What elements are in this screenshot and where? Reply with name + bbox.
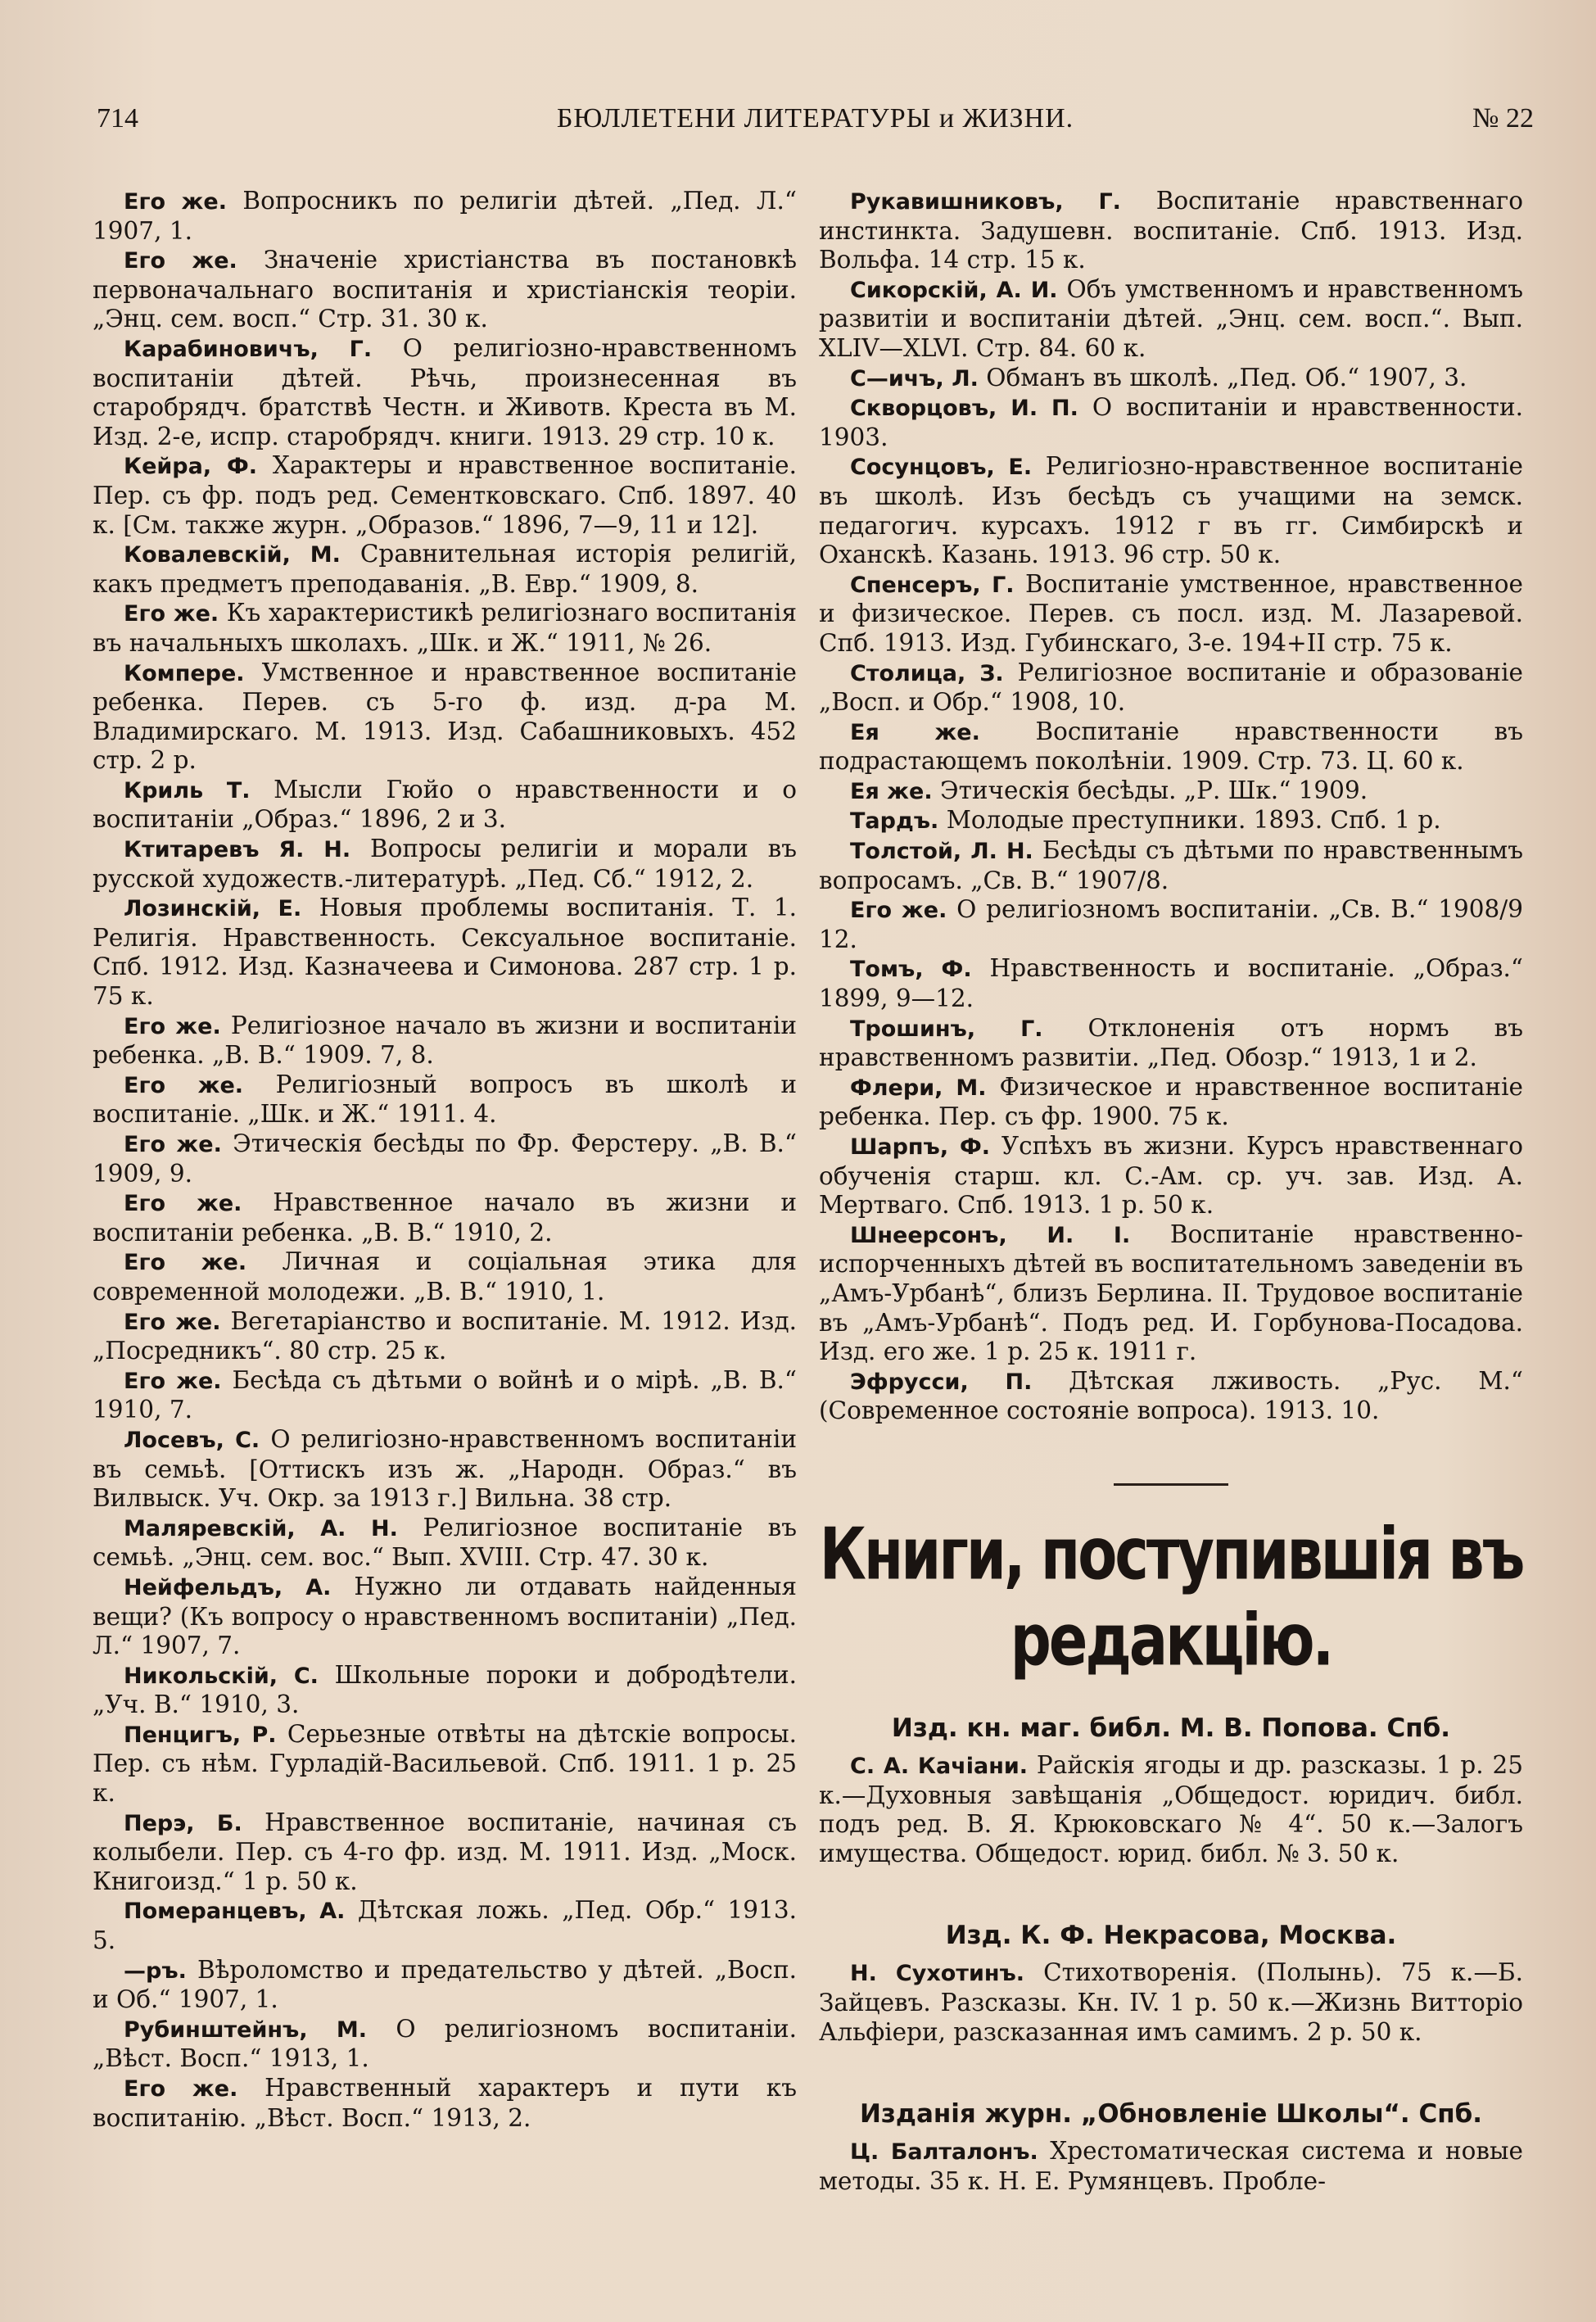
entry-text: О религіозномъ воспитаніи. „Вѣст. Восп.“ 1913, 1.	[93, 2014, 797, 2073]
bibliography-entry	[93, 1129, 797, 1188]
entry-author: Ц. Балталонъ.	[850, 2139, 1038, 2166]
bibliography-entry	[93, 1573, 797, 1661]
entry-author: С. А. Качіани.	[850, 1753, 1029, 1779]
bibliography-entry	[819, 895, 1523, 954]
entry-text: Воспитаніе нравственнаго инстинкта. Задушевн. воспитаніе. Спб. 1913. Изд. Вольфа. 14 стр. 15 к.	[819, 187, 1523, 274]
entry-author: Шарпъ, Ф.	[850, 1134, 990, 1160]
entry-author: Томъ, Ф.	[850, 957, 972, 983]
entry-text: Религіозное воспитаніе и образованіе „Восп. и Обр.“ 1908, 10.	[819, 658, 1523, 717]
entry-author: Его же.	[124, 2076, 238, 2102]
entry-text: О воспитаніи и нравственности. 1903.	[819, 393, 1523, 451]
bibliography-entry	[93, 1956, 797, 2015]
bibliography-entry	[93, 1247, 797, 1306]
entry-author: Тардъ.	[850, 808, 939, 835]
entry-author: Ктитаревъ Я. Н.	[124, 837, 351, 863]
bibliography-entry	[819, 1958, 1523, 2047]
entry-text: Бесѣда съ дѣтьми о войнѣ и о мірѣ. „В. В.“ 1910, 7.	[93, 1365, 797, 1424]
entry-text: Нравственность и воспитаніе. „Образ.“ 1899, 9—12.	[819, 954, 1523, 1013]
bibliography-entry	[819, 659, 1523, 717]
bibliography-entry	[819, 1751, 1523, 1868]
entry-author: Сосунцовъ, Е.	[850, 455, 1033, 481]
bibliography-entry	[93, 894, 797, 1011]
entry-text: Дѣтская ложь. „Пед. Обр.“ 1913. 5.	[93, 1896, 797, 1955]
entry-author: Кейра, Ф.	[124, 454, 258, 480]
entry-text: Религіозный вопросъ въ школѣ и воспитаніе. „Шк. и Ж.“ 1911. 4.	[93, 1070, 797, 1129]
bibliography-entry	[819, 1132, 1523, 1220]
bibliography-entry	[93, 2074, 797, 2133]
entry-text: Хрестоматическая система и новые методы. 35 к. Н. Е. Румянцевъ. Пробле-	[819, 2137, 1523, 2195]
entry-author: Его же.	[850, 898, 947, 924]
bibliography-entry	[93, 451, 797, 540]
bibliography-entry	[819, 1367, 1523, 1426]
bibliography-entry	[93, 1070, 797, 1129]
bibliography-entry	[93, 599, 797, 658]
entry-text: Воспитаніе нравственно-испорченныхъ дѣтей въ воспитательномъ заведеніи въ „Амъ-Урбанѣ“, близъ Берлина. II. Трудовое воспитаніе въ „Амъ-Урбанѣ“. Подъ ред. И. Горбунова-Посадова. Изд. его же. 1 р. 25 к. 1911 г.	[819, 1220, 1523, 1366]
bibliography-entry	[819, 275, 1523, 364]
entry-author: Нейфельдъ, А.	[124, 1574, 332, 1600]
entry-text: Религіозно-нравственное воспитаніе въ школѣ. Изъ бесѣдъ съ учащими на земск. педагогич. курсахъ. 1912 г въ гг. Симбирскѣ и Оханскѣ. Казань. 1913. 96 стр. 50 к.	[819, 452, 1523, 569]
entry-author: —ръ.	[124, 1958, 187, 1984]
entry-author: Его же.	[124, 248, 237, 274]
bibliography-entry	[93, 1307, 797, 1366]
bibliography-entry	[93, 334, 797, 451]
bibliography-entry	[93, 187, 797, 246]
entry-author: Его же.	[124, 189, 227, 215]
bibliography-entry	[93, 835, 797, 894]
entry-text: Характеры и нравственное воспитаніе. Пер. съ фр. подъ ред. Сементковскаго. Спб. 1897. 40 к. [См. также журн. „Образов.“ 1896, 7—9, 11 и 12].	[93, 451, 797, 539]
publisher-heading: Изд. кн. маг. библ. М. В. Попова. Спб.	[891, 1713, 1451, 1743]
entry-author: Компере.	[124, 660, 245, 686]
entry-text: Молодые преступники. 1893. Спб. 1 р.	[938, 806, 1441, 835]
section-heading: Книги, поступившія въ редакцію.	[819, 1512, 1523, 1682]
entry-author: Ковалевскій, М.	[124, 542, 341, 568]
entry-text: Школьные пороки и добродѣтели. „Уч. В.“ 1910, 3.	[93, 1660, 797, 1719]
entry-text: Стихотворенія. (Полынь). 75 к.—Б. Зайцевъ. Разсказы. Кн. IV. 1 р. 50 к.—Жизнь Витторіо Альфіери, разсказанная имъ самимъ. 2 р. 50 к.	[819, 1958, 1523, 2046]
entry-text: Воспитаніе умственное, нравственное и физическое. Перев. съ посл. изд. М. Лазаревой. Спб. 1913. Изд. Губинскаго, 3-е. 194+II стр. 75 к.	[819, 569, 1523, 657]
entry-author: Перэ, Б.	[124, 1810, 242, 1836]
bibliography-entry	[93, 246, 797, 334]
entry-text: Вегетаріанство и воспитаніе. М. 1912. Изд. „Посредникъ“. 80 стр. 25 к.	[93, 1306, 797, 1365]
entry-author: Шнеерсонъ, И. I.	[850, 1222, 1131, 1248]
entry-text: Бесѣды съ дѣтьми по нравственнымъ вопросамъ. „Св. В.“ 1907/8.	[819, 836, 1523, 894]
entry-text: О религіозно-нравственномъ воспитаніи въ семьѣ. [Оттискъ изъ ж. „Народн. Образ.“ въ Вилвыск. Уч. Окр. за 1913 г.] Вильна. 38 стр.	[93, 1424, 797, 1513]
entry-author: Н. Сухотинъ.	[850, 1961, 1025, 1987]
bibliography-entry	[93, 1808, 797, 1897]
entry-author: Криль Т.	[124, 777, 251, 803]
entry-text: Обманъ въ школѣ. „Пед. Об.“ 1907, 3.	[978, 363, 1467, 392]
bibliography-entry	[819, 1073, 1523, 1132]
entry-text: Воспитаніе нравственности въ подрастающемъ поколѣніи. 1909. Стр. 73. Ц. 60 к.	[819, 717, 1523, 776]
bibliography-entry	[819, 1220, 1523, 1367]
entry-author: Лосевъ, С.	[124, 1427, 260, 1453]
right-column	[819, 187, 1523, 2300]
entry-text: Этическія бесѣды. „Р. Шк.“ 1909.	[932, 776, 1368, 804]
entry-author: Карабиновичъ, Г.	[124, 336, 373, 362]
entry-author: Никольскій, С.	[124, 1663, 319, 1689]
publisher-heading: Изд. К. Ф. Некрасова, Москва.	[945, 1921, 1397, 1951]
bibliography-entry	[93, 2015, 797, 2074]
bibliography-entry	[93, 1661, 797, 1720]
bibliography-entry	[93, 1425, 797, 1514]
entry-author: Толстой, Л. Н.	[850, 839, 1033, 865]
entry-author: Померанцевъ, А.	[124, 1899, 346, 1925]
entry-author: Трошинъ, Г.	[850, 1016, 1043, 1042]
bibliography-entry	[819, 452, 1523, 569]
bibliography-entry	[819, 2137, 1523, 2196]
entry-author: Эфрусси, П.	[850, 1369, 1033, 1395]
bibliography-entry	[819, 776, 1523, 807]
entry-author: Сикорскій, А. И.	[850, 277, 1058, 303]
entry-text: Новыя проблемы воспитанія. Т. 1. Религія. Нравственность. Сексуальное воспитаніе. Спб. 1912. Изд. Казначеева и Симонова. 287 стр. 1 р. 75 к.	[93, 894, 797, 1011]
entry-author: Его же.	[124, 1368, 222, 1394]
entry-author: Его же.	[124, 1072, 244, 1098]
bibliography-entry	[93, 1896, 797, 1955]
entry-author: Скворцовъ, И. П.	[850, 396, 1078, 422]
entry-text: Успѣхъ въ жизни. Курсъ нравственнаго обученія старш. кл. С.-Ам. ср. уч. зав. Изд. А. Мертваго. Спб. 1913. 1 р. 50 к.	[819, 1132, 1523, 1220]
entry-text: Объ умственномъ и нравственномъ развитіи и воспитаніи дѣтей. „Энц. сем. восп.“. Вып. XLIV—XLVI. Стр. 84. 60 к.	[819, 274, 1523, 362]
entry-text: Нравственное воспитаніе, начиная съ колыбели. Пер. съ 4-го фр. изд. М. 1911. Изд. „Моск. Книгоизд.“ 1 р. 50 к.	[93, 1808, 797, 1895]
spacer	[819, 1868, 1523, 1898]
bibliography-entry	[93, 1012, 797, 1070]
entry-text: Физическое и нравственное воспитаніе ребенка. Пер. съ фр. 1900. 75 к.	[819, 1072, 1523, 1131]
entry-author: Спенсеръ, Г.	[850, 572, 1015, 598]
issue-number: № 22	[1472, 103, 1534, 134]
entry-text: Сравнительная исторія религій, какъ предметъ преподаванія. „В. Евр.“ 1909, 8.	[93, 540, 797, 598]
right-bibliography	[819, 187, 1523, 1426]
entry-text: Къ характеристикѣ религіознаго воспитанія въ начальныхъ школахъ. „Шк. и Ж.“ 1911, № 26.	[93, 599, 797, 657]
entry-text: Дѣтская лживость. „Рус. М.“ (Современное состояніе вопроса). 1913. 10.	[819, 1366, 1523, 1425]
section-divider	[1114, 1483, 1228, 1486]
entry-author: Его же.	[124, 1013, 221, 1039]
entry-author: Его же.	[124, 1309, 221, 1335]
entry-text: Отклоненія отъ нормъ въ нравственномъ развитіи. „Пед. Обозр.“ 1913, 1 и 2.	[819, 1013, 1523, 1072]
publisher-heading: Изданія журн. „Обновленіе Школы“. Спб.	[859, 2099, 1483, 2130]
entry-author: Его же.	[124, 1250, 247, 1276]
page-number: 714	[97, 103, 138, 134]
entry-author: Его же.	[124, 1132, 222, 1157]
entry-author: Столица, З.	[850, 660, 1004, 686]
entry-text: Мысли Гюйо о нравственности и о воспитаніи „Образ.“ 1896, 2 и 3.	[93, 775, 797, 834]
running-header	[97, 103, 1534, 144]
bibliography-entry	[93, 1366, 797, 1425]
bibliography-entry	[93, 776, 797, 835]
bibliography-entry	[819, 717, 1523, 776]
entry-author: Флери, М.	[850, 1075, 987, 1101]
bibliography-entry	[93, 1188, 797, 1247]
bibliography-entry	[819, 393, 1523, 452]
received-books	[819, 1712, 1523, 2196]
entry-author: Пенцигъ, Р.	[124, 1722, 277, 1748]
entry-text: Религіозное начало въ жизни и воспитаніи ребенка. „В. В.“ 1909. 7, 8.	[93, 1011, 797, 1070]
entry-text: Умственное и нравственное воспитаніе ребенка. Перев. съ 5-го ф. изд. д-ра М. Владимирскаго. М. 1913. Изд. Сабашниковыхъ. 452 стр. 2 р.	[93, 658, 797, 775]
bibliography-entry	[93, 540, 797, 599]
entry-author: Рукавишниковъ, Г.	[850, 189, 1121, 215]
entry-text: Личная и соціальная этика для современной молодежи. „В. В.“ 1910, 1.	[93, 1247, 797, 1306]
entry-text: О религіозно-нравственномъ воспитаніи дѣтей. Рѣчь, произнесенная въ старобрядч. братствѣ Честн. и Животв. Креста въ М. Изд. 2-е, испр. старобрядч. книги. 1913. 29 стр. 10 к.	[93, 333, 797, 450]
entry-author: Рубинштейнъ, М.	[124, 2016, 368, 2043]
bibliography-entry	[819, 570, 1523, 659]
entry-text: Райскія ягоды и др. разсказы. 1 р. 25 к.—Духовныя завѣщанія „Общедост. юридич. библ. подъ ред. В. Я. Крюковскаго № 4“. 50 к.—Залогъ имущества. Общедост. юрид. библ. № 3. 50 к.	[819, 1750, 1523, 1867]
entry-text: Вѣроломство и предательство у дѣтей. „Восп. и Об.“ 1907, 1.	[93, 1955, 797, 2014]
bibliography-entry	[93, 659, 797, 776]
bibliography-entry	[819, 806, 1523, 836]
bibliography-entry	[819, 836, 1523, 895]
entry-text: Вопросникъ по религіи дѣтей. „Пед. Л.“ 1907, 1.	[93, 187, 797, 245]
entry-text: Вопросы религіи и морали въ русской художеств.-литературѣ. „Пед. Сб.“ 1912, 2.	[93, 835, 797, 893]
bibliography-entry	[93, 1514, 797, 1573]
entry-text: Этическія бесѣды по Фр. Ферстеру. „В. В.“ 1909, 9.	[93, 1129, 797, 1188]
entry-author: С—ичъ, Л.	[850, 365, 979, 392]
entry-text: Нравственный характеръ и пути къ воспитанію. „Вѣст. Восп.“ 1913, 2.	[93, 2074, 797, 2132]
entry-author: Лозинскій, Е.	[124, 896, 302, 922]
entry-text: Значеніе христіанства въ постановкѣ первоначальнаго воспитанія и христіанскія теоріи. „Энц. сем. восп.“ Стр. 31. 30 к.	[93, 246, 797, 333]
entry-author: Ея же.	[850, 778, 933, 804]
entry-text: Нравственное начало въ жизни и воспитаніи ребенка. „В. В.“ 1910, 2.	[93, 1188, 797, 1247]
entry-author: Маляревскій, А. Н.	[124, 1515, 398, 1541]
bibliography-entry	[819, 1014, 1523, 1073]
entry-author: Его же.	[124, 601, 219, 627]
entry-text: Нужно ли отдавать найденныя вещи? (Къ вопросу о нравственномъ воспитаніи) „Пед. Л.“ 1907, 7.	[93, 1572, 797, 1660]
left-column	[93, 187, 797, 2300]
entry-author: Его же.	[124, 1191, 242, 1217]
entry-text: Серьезные отвѣты на дѣтскіе вопросы. Пер. съ нѣм. Гурладій-Васильевой. Спб. 1911. 1 р. 25 к.	[93, 1719, 797, 1808]
entry-text: О религіозномъ воспитаніи. „Св. В.“ 1908/9 12.	[819, 895, 1523, 953]
spacer	[819, 2047, 1523, 2076]
bibliography-entry	[819, 364, 1523, 394]
entry-author: Ея же.	[850, 719, 980, 745]
bibliography-entry	[819, 954, 1523, 1013]
bibliography-entry	[93, 1720, 797, 1808]
journal-title: БЮЛЛЕТЕНИ ЛИТЕРАТУРЫ и ЖИЗНИ.	[556, 103, 1074, 134]
bibliography-entry	[819, 187, 1523, 275]
entry-text: Религіозное воспитаніе въ семьѣ. „Энц. сем. вос.“ Вып. XVIII. Стр. 47. 30 к.	[93, 1513, 797, 1572]
